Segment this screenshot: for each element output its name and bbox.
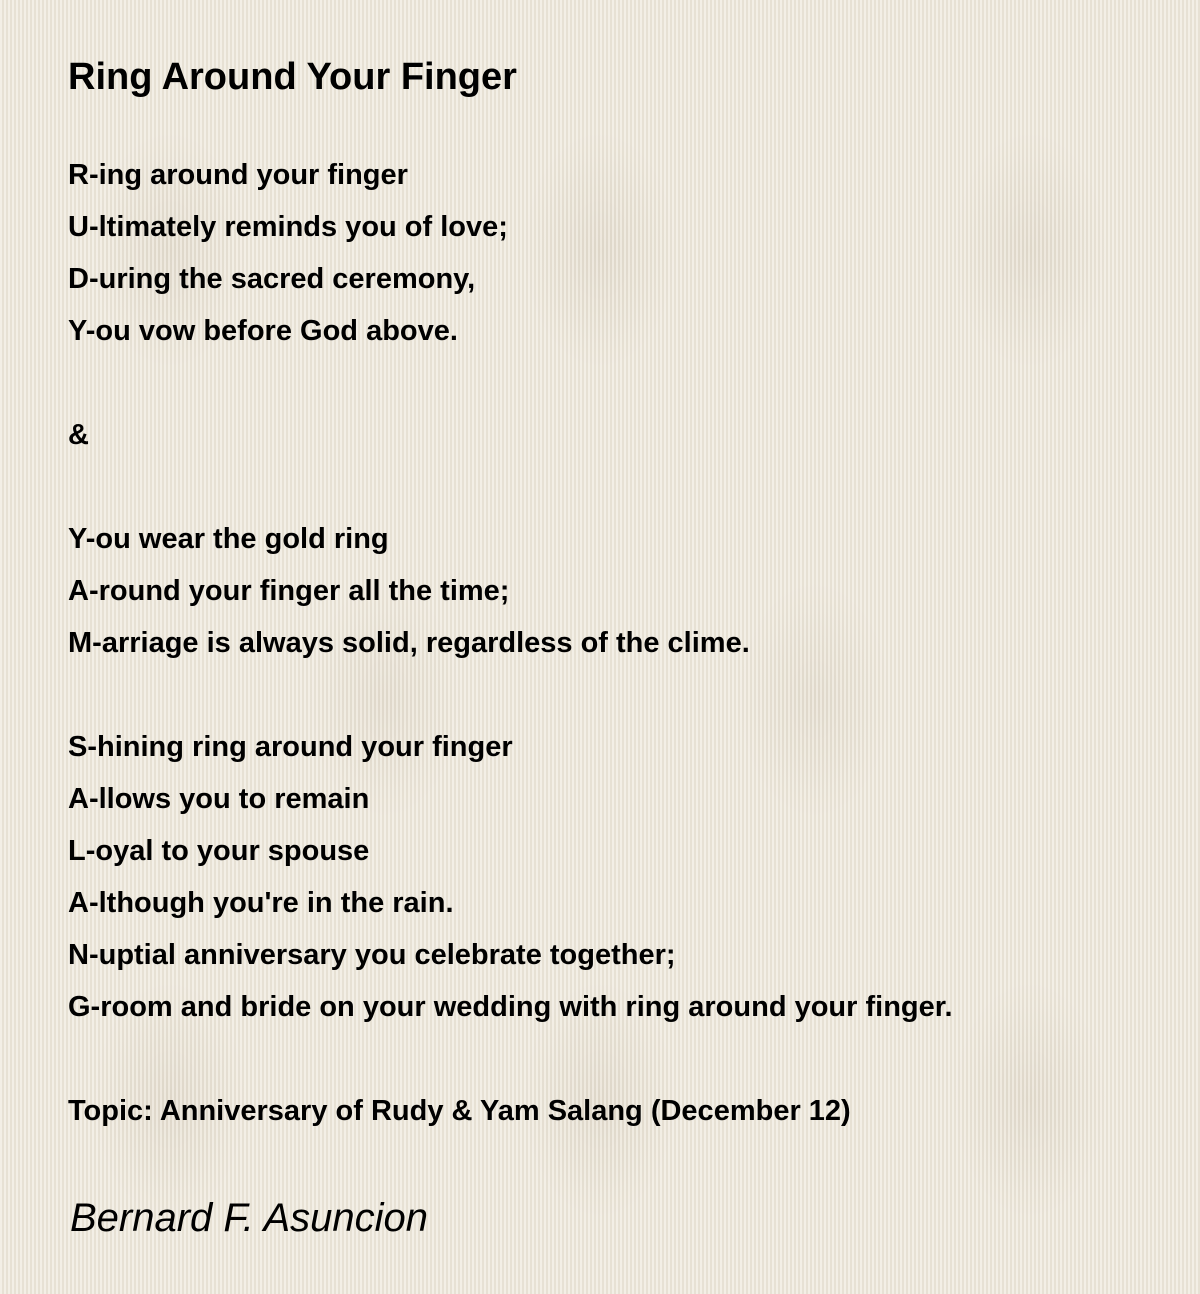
poem-line: S-hining ring around your finger xyxy=(68,731,513,763)
poem-line: A-round your finger all the time; xyxy=(68,575,510,607)
poem-line xyxy=(68,669,953,721)
poem-line: A-lthough you're in the rain. xyxy=(68,887,454,919)
poem-author: Bernard F. Asuncion xyxy=(70,1196,428,1240)
poem-line: A-llows you to remain xyxy=(68,783,370,815)
poem-line: L-oyal to your spouse xyxy=(68,835,370,867)
poem-line: Y-ou wear the gold ring xyxy=(68,523,389,555)
poem-line: M-arriage is always solid, regardless of the clime. xyxy=(68,627,750,659)
poem-line: N-uptial anniversary you celebrate together; xyxy=(68,939,676,971)
poem-line xyxy=(68,1033,953,1085)
poem-topic: Topic: Anniversary of Rudy & Yam Salang (December 12) xyxy=(68,1095,851,1127)
poem-body xyxy=(68,149,953,1137)
poem-line: & xyxy=(68,419,89,451)
poem-line xyxy=(68,357,953,409)
poem-line: Y-ou vow before God above. xyxy=(68,315,458,347)
poem-line: G-room and bride on your wedding with ring around your finger. xyxy=(68,991,953,1023)
poem-title: Ring Around Your Finger xyxy=(68,56,517,98)
poem-line: R-ing around your finger xyxy=(68,159,408,191)
poem-line: U-ltimately reminds you of love; xyxy=(68,211,508,243)
poem-line: D-uring the sacred ceremony, xyxy=(68,263,476,295)
poem-line xyxy=(68,461,953,513)
